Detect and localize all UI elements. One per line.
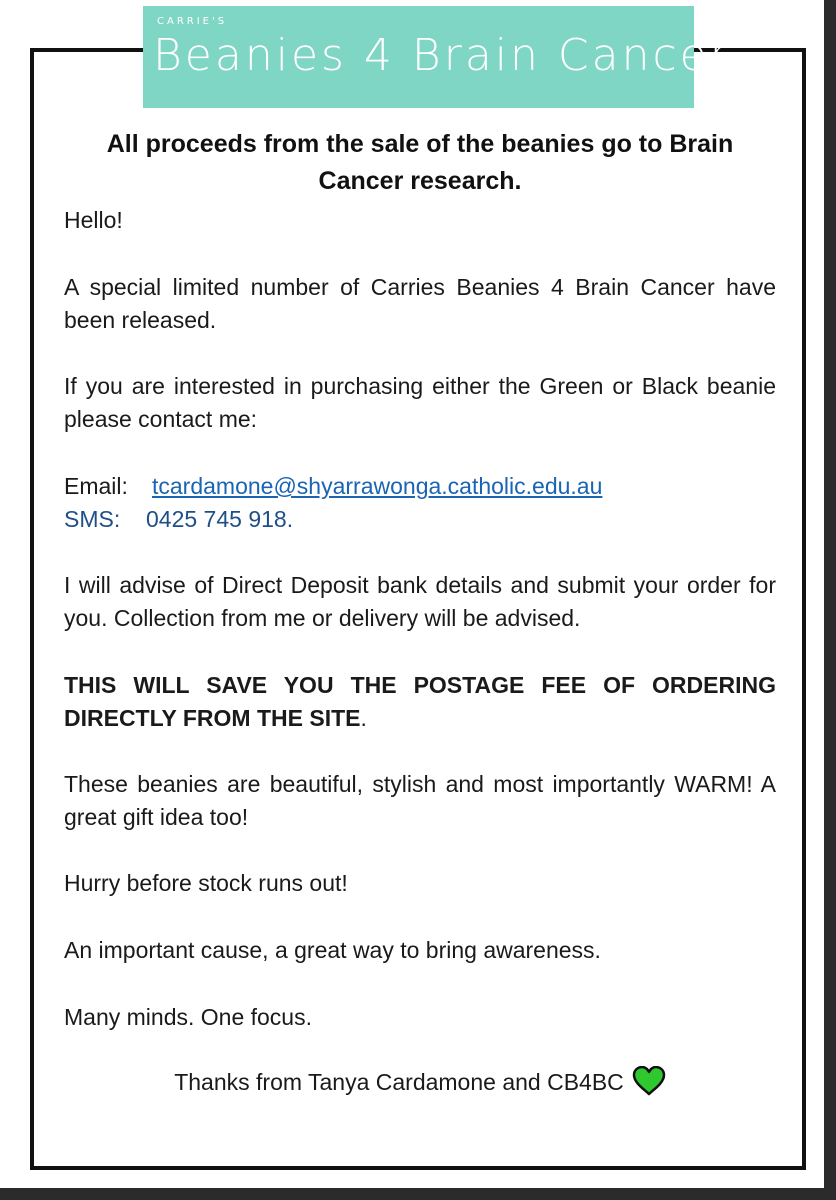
email-link[interactable]: tcardamone@shyarrawonga.catholic.edu.au — [152, 473, 603, 499]
paragraph-postage — [64, 669, 776, 735]
postage-bold-text: THIS WILL SAVE YOU THE POSTAGE FEE OF ORDERING DIRECTLY FROM THE SITE — [64, 672, 776, 731]
contact-block — [64, 470, 776, 536]
paragraph-cause: An important cause, a great way to bring awareness. — [64, 937, 601, 963]
paragraph-hurry: Hurry before stock runs out! — [64, 870, 348, 896]
logo-banner — [143, 6, 731, 108]
postage-period: . — [360, 705, 367, 731]
logo-title: Beanies 4 Brain Cancer — [153, 30, 731, 81]
green-heart-icon — [632, 1066, 666, 1105]
paragraph-release: A special limited number of Carries Beanies 4 Brain Cancer have been released. — [64, 274, 776, 333]
paragraph-minds: Many minds. One focus. — [64, 1004, 312, 1030]
thanks-text: Thanks from Tanya Cardamone and CB4BC — [174, 1069, 624, 1095]
headline: All proceeds from the sale of the beanies go to Brain Cancer research. — [106, 130, 734, 195]
greeting: Hello! — [64, 207, 123, 233]
paragraph-beanies: These beanies are beautiful, stylish and most importantly WARM! A great gift idea too! — [64, 771, 776, 830]
thanks-line — [64, 1066, 776, 1105]
sms-row — [64, 503, 776, 536]
email-row — [64, 470, 776, 503]
email-label: Email: — [64, 473, 128, 499]
paragraph-interest: If you are interested in purchasing either the Green or Black beanie please contact me: — [64, 373, 776, 432]
sms-number: 0425 745 918. — [146, 506, 294, 532]
logo-subtitle: CARRIE'S — [157, 16, 228, 27]
paragraph-deposit: I will advise of Direct Deposit bank details and submit your order for you. Collection from me or delivery will be advised. — [64, 572, 776, 631]
sms-label: SMS: — [64, 506, 121, 532]
